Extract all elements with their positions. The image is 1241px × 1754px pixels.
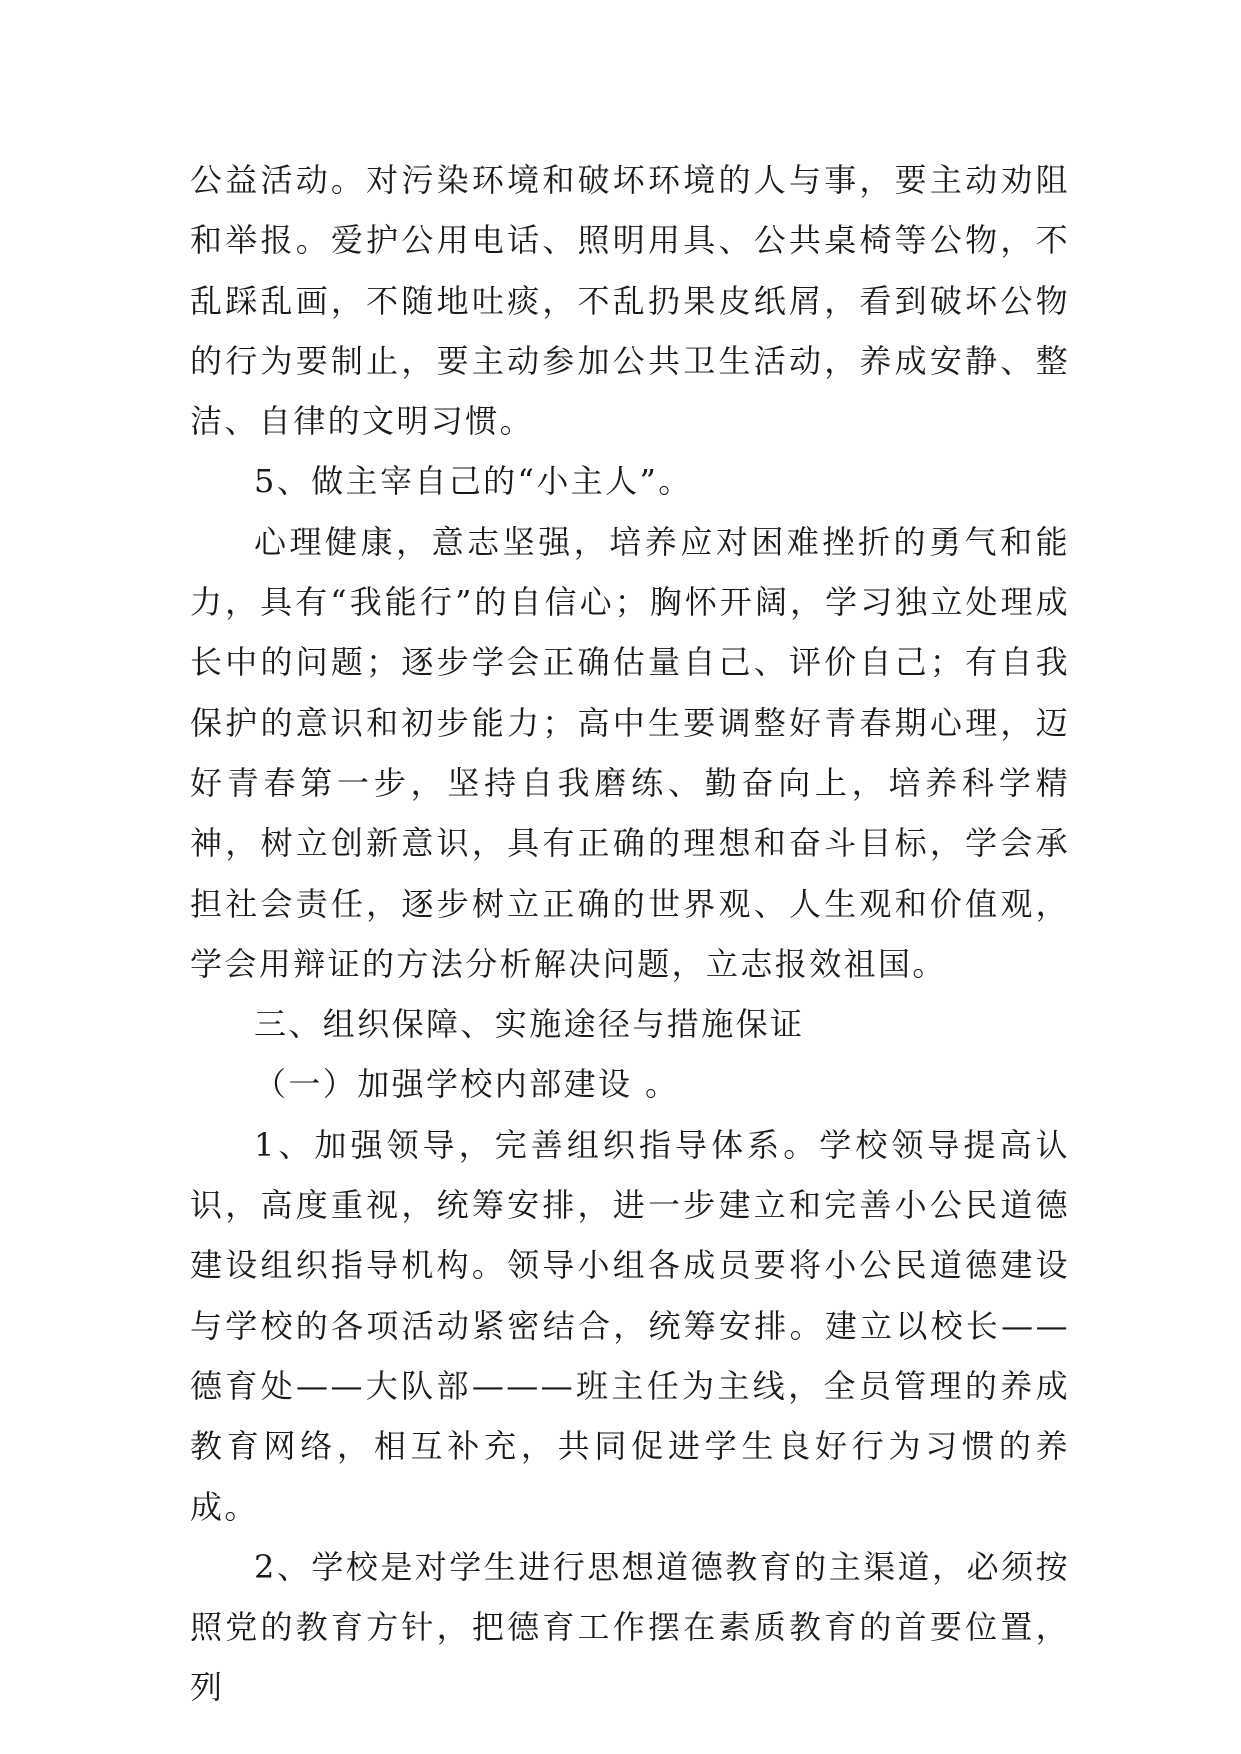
paragraph-heading: 5、做主宰自己的“小主人”。 bbox=[254, 462, 693, 501]
paragraph: 心理健康，意志坚强，培养应对困难挫折的勇气和能力，具有“我能行”的自信心；胸怀开阔，学习独立处理成长中的问题；逐步学会正确估量自己、评价自己；有自我保护的意识和初步能力；高中生要调整好青春期心理，迈好青春第一步，坚持自我磨练、勤奋向上，培养科学精神，树立创新意识，具有正确的理想和奋斗目标，学会承担社会责任，逐步树立正确的世界观、人生观和价值观，学会用辩证的方法分析解决问题，立志报效祖国。 bbox=[190, 522, 1070, 983]
document-body bbox=[190, 150, 1070, 1718]
section-heading: 三、组织保障、实施途径与措施保证 bbox=[254, 1005, 805, 1044]
paragraph: 1、加强领导，完善组织指导体系。学校领导提高认识，高度重视，统筹安排，进一步建立和完善小公民道德建设组织指导机构。领导小组各成员要将小公民道德建设与学校的各项活动紧密结合，统筹安排。建立以校长——德育处——大队部———班主任为主线，全员管理的养成教育网络，相互补充，共同促进学生良好行为习惯的养成。 bbox=[190, 1125, 1070, 1526]
paragraph: 公益活动。对污染环境和破坏环境的人与事，要主动劝阻和举报。爱护公用电话、照明用具、公共桌椅等公物，不乱踩乱画，不随地吐痰，不乱扔果皮纸屑，看到破坏公物的行为要制止，要主动参加公共卫生活动，养成安静、整洁、自律的文明习惯。 bbox=[190, 161, 1070, 441]
subsection-heading: （一）加强学校内部建设 。 bbox=[254, 1065, 680, 1104]
paragraph: 2、学校是对学生进行思想道德教育的主渠道，必须按照党的教育方针，把德育工作摆在素质教育的首要位置，列 bbox=[190, 1547, 1070, 1707]
